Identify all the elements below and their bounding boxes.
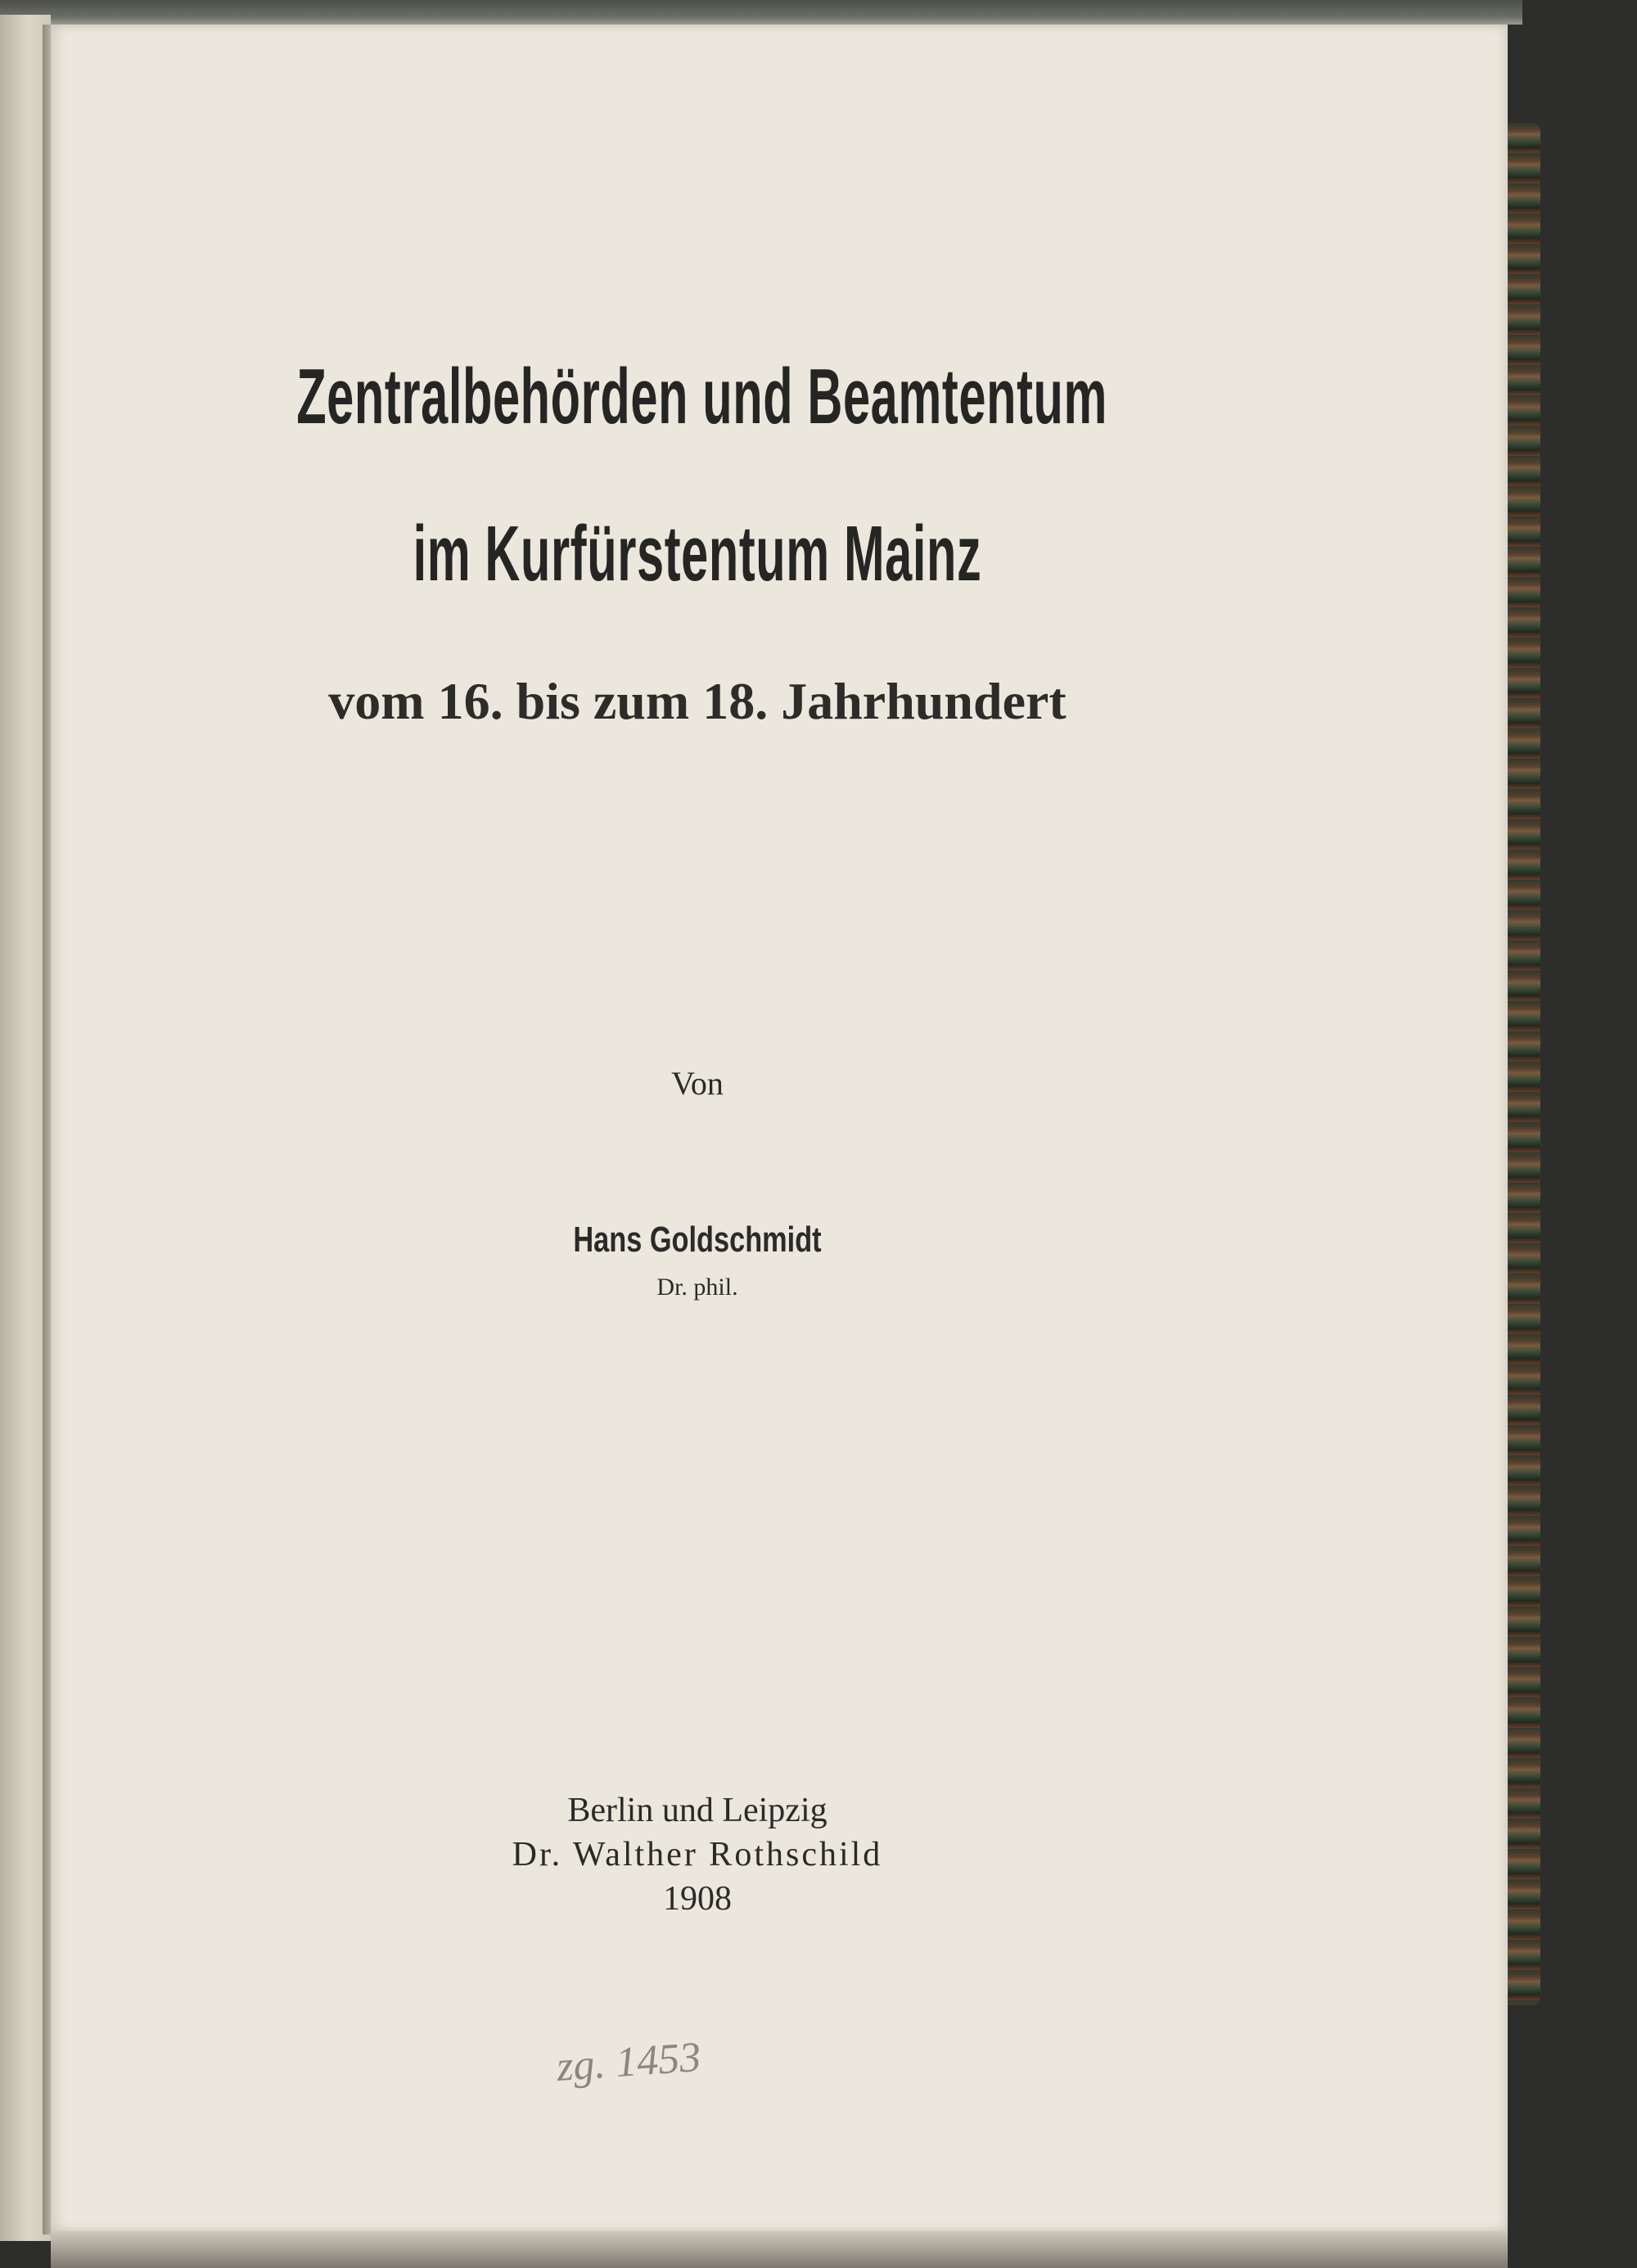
page-bottom-edge [51,2231,1508,2268]
publisher-name: Dr. Walther Rothschild [512,1836,883,1873]
by-label: Von [671,1065,724,1102]
book-title-line-2: im Kurfürstentum Mainz [413,510,982,597]
author-name: Hans Goldschmidt [573,1220,822,1260]
publication-year: 1908 [663,1880,732,1918]
pencil-shelfmark: zg. 1453 [555,2033,703,2091]
book-title-line-1: Zentralbehörden und Beamtentum [296,353,1108,440]
author-degree: Dr. phil. [656,1274,738,1301]
book-cover-top-edge [0,0,1522,25]
book-subtitle: vom 16. bis zum 18. Jahrhundert [328,672,1067,730]
publication-place: Berlin und Leipzig [567,1792,828,1829]
